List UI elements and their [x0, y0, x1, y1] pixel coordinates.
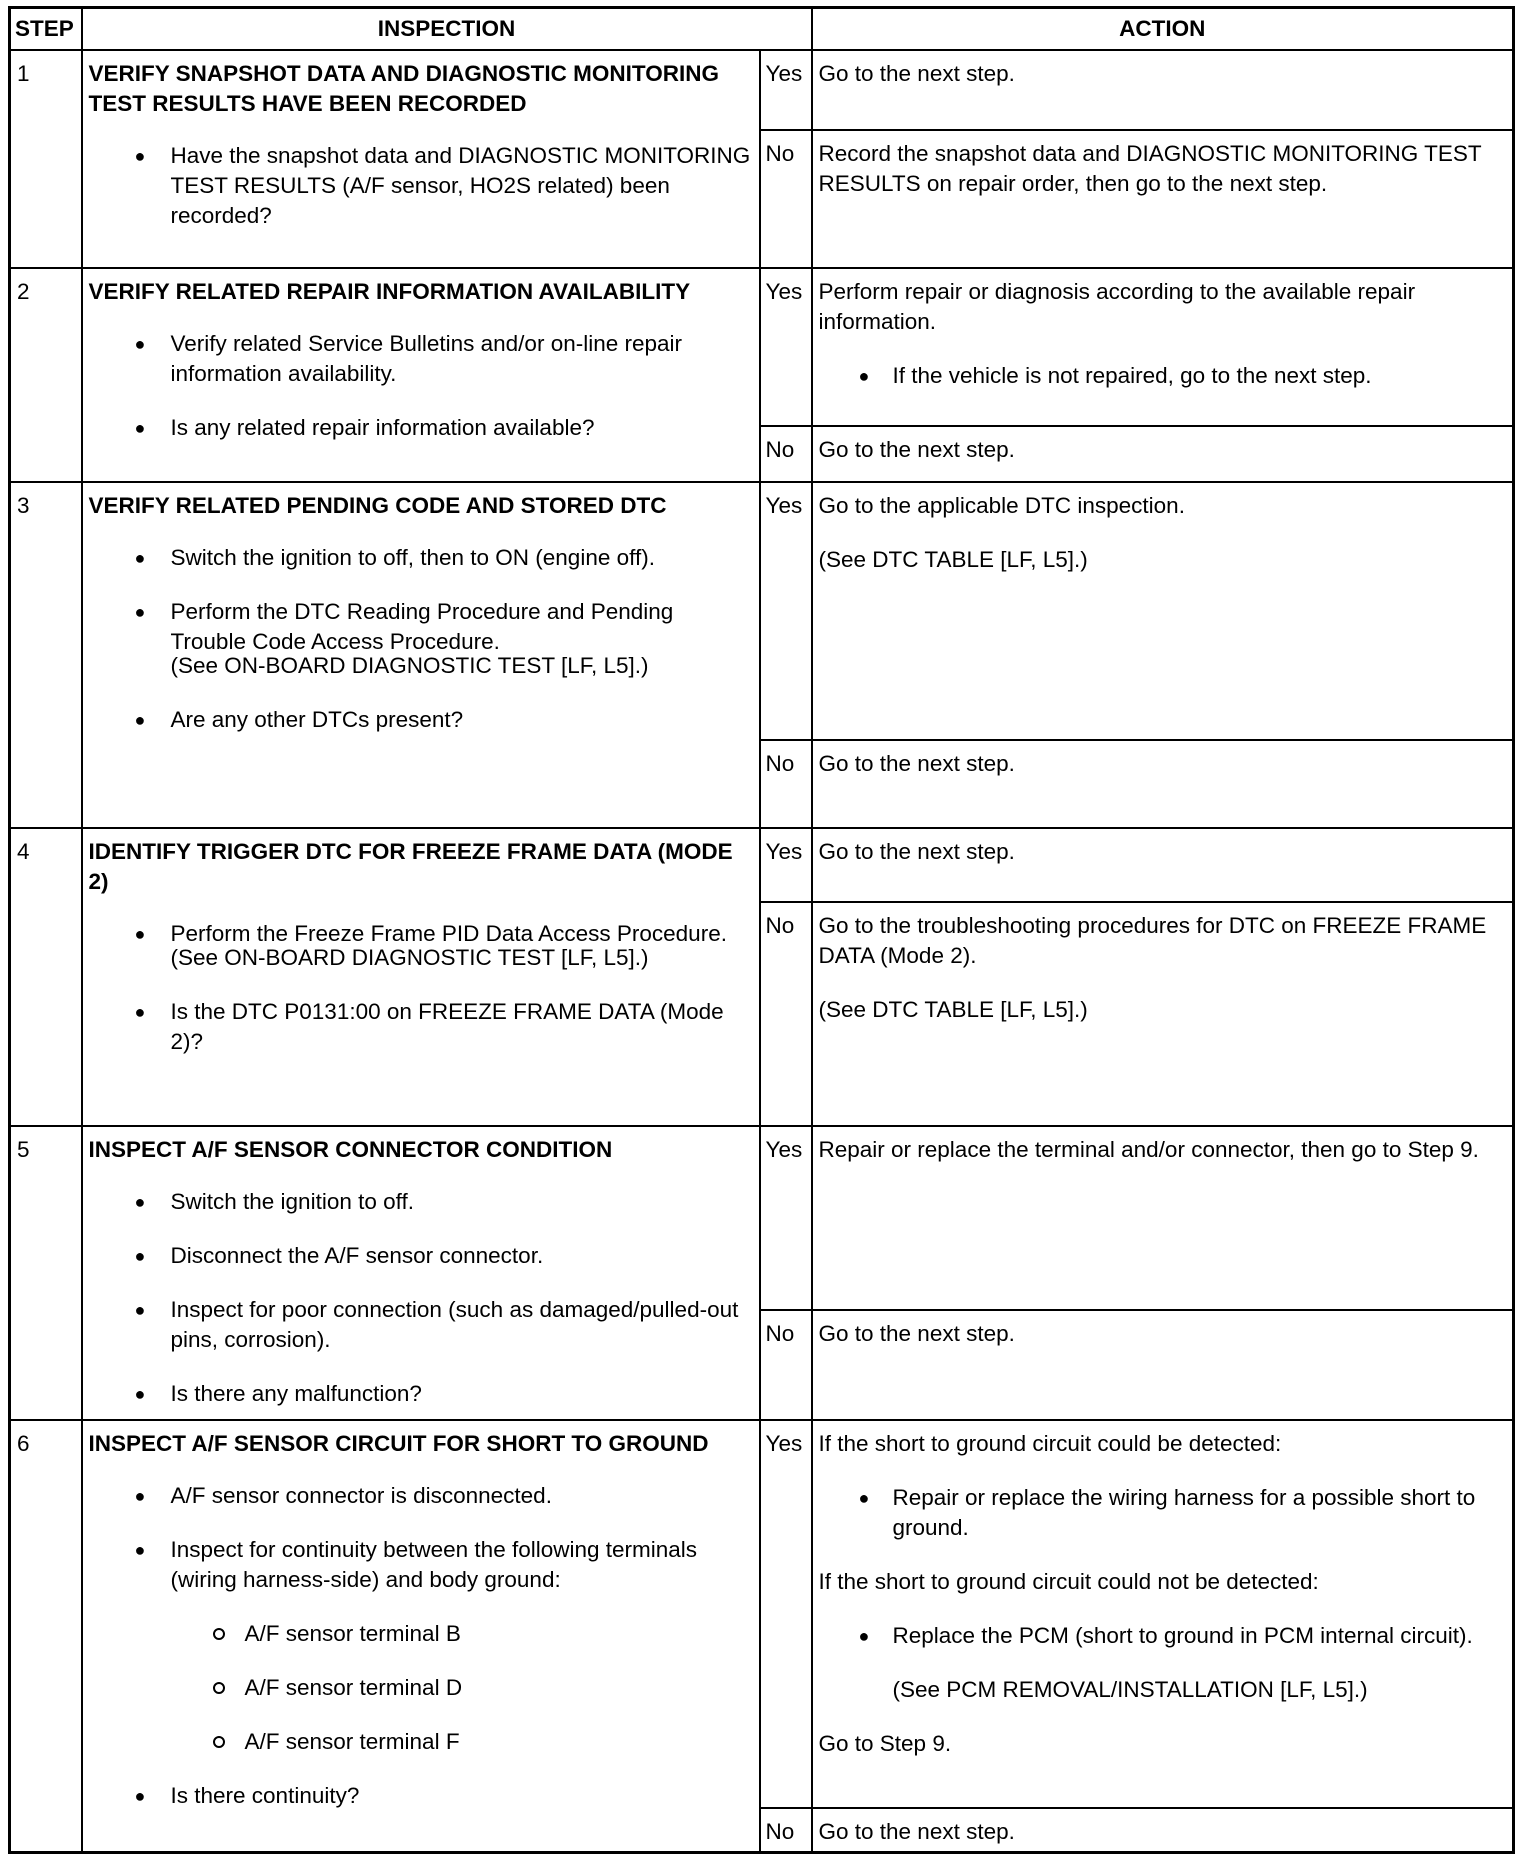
diagnostic-table: [8, 6, 1515, 1854]
reference-text: (See DTC TABLE [LF, L5].): [818, 997, 1088, 1022]
reference-text: (See ON-BOARD DIAGNOSTIC TEST [LF, L5].): [170, 945, 649, 970]
list-item: ● Is any related repair information available?: [89, 413, 753, 443]
sub-list-item: A/F sensor terminal D: [89, 1673, 753, 1703]
step-title: INSPECT A/F SENSOR CIRCUIT FOR SHORT TO GROUND: [88, 1431, 709, 1456]
inspection-cell: [82, 828, 760, 1126]
list-item: ● Replace the PCM (short to ground in PCM internal circuit).: [819, 1621, 1507, 1651]
yes-action: Go to the next step.: [812, 50, 1514, 130]
table-row: [10, 1126, 1514, 1310]
no-action: Go to the next step.: [812, 426, 1514, 482]
no-action: Go to the next step.: [812, 740, 1514, 828]
table-row: [10, 50, 1514, 130]
no-action: Go to the troubleshooting procedures for DTC on FREEZE FRAME DATA (Mode 2). (See DTC TABLE [LF, L5].): [812, 902, 1514, 1126]
step-title: INSPECT A/F SENSOR CONNECTOR CONDITION: [88, 1137, 613, 1162]
step-number: 1: [10, 50, 82, 268]
header-action: ACTION: [812, 8, 1514, 51]
table-row: [10, 828, 1514, 902]
inspection-cell: [82, 482, 760, 828]
list-item: ● Switch the ignition to off.: [89, 1187, 753, 1217]
list-item: ● Is there continuity?: [89, 1781, 753, 1811]
list-item: ● Inspect for continuity between the following terminals (wiring harness-side) and body ground:: [89, 1535, 753, 1595]
list-item: ● Disconnect the A/F sensor connector.: [89, 1241, 753, 1271]
step-title: VERIFY RELATED PENDING CODE AND STORED DTC: [88, 493, 667, 518]
list-item: ● Is there any malfunction?: [89, 1379, 753, 1409]
no-label: No: [760, 426, 812, 482]
reference-text: (See PCM REMOVAL/INSTALLATION [LF, L5].): [892, 1677, 1368, 1702]
yes-action: Go to the next step.: [812, 828, 1514, 902]
step-number: 4: [10, 828, 82, 1126]
step-number: 6: [10, 1420, 82, 1853]
sub-list-item: A/F sensor terminal B: [89, 1619, 753, 1649]
table-row: [10, 1420, 1514, 1808]
yes-label: Yes: [760, 50, 812, 130]
list-item: ● Have the snapshot data and DIAGNOSTIC MONITORING TEST RESULTS (A/F sensor, HO2S related) been recorded?: [89, 141, 753, 231]
no-label: No: [760, 130, 812, 268]
no-label: No: [760, 902, 812, 1126]
header-step: STEP: [10, 8, 82, 51]
step-number: 2: [10, 268, 82, 482]
no-action: Go to the next step.: [812, 1808, 1514, 1853]
no-action: Go to the next step.: [812, 1310, 1514, 1420]
list-item: ● Perform the Freeze Frame PID Data Access Procedure.: [89, 919, 753, 949]
yes-action: Go to the applicable DTC inspection. (See DTC TABLE [LF, L5].): [812, 482, 1514, 740]
yes-label: Yes: [760, 828, 812, 902]
yes-action: Repair or replace the terminal and/or connector, then go to Step 9.: [812, 1126, 1514, 1310]
reference-text: (See DTC TABLE [LF, L5].): [818, 547, 1088, 572]
list-item: ● If the vehicle is not repaired, go to the next step.: [819, 361, 1507, 391]
list-item: ● Are any other DTCs present?: [89, 705, 753, 735]
yes-label: Yes: [760, 1126, 812, 1310]
yes-label: Yes: [760, 268, 812, 426]
step-number: 5: [10, 1126, 82, 1420]
yes-action: Perform repair or diagnosis according to the available repair information. ● If the vehicle is not repaired, go to the next step.: [812, 268, 1514, 426]
list-item: ● Switch the ignition to off, then to ON (engine off).: [89, 543, 753, 573]
step-title: IDENTIFY TRIGGER DTC FOR FREEZE FRAME DATA (MODE 2): [88, 839, 733, 894]
step-number: 3: [10, 482, 82, 828]
yes-label: Yes: [760, 482, 812, 740]
list-item: ● Verify related Service Bulletins and/or on-line repair information availability.: [89, 329, 753, 389]
no-action: Record the snapshot data and DIAGNOSTIC MONITORING TEST RESULTS on repair order, then go to the next step.: [812, 130, 1514, 268]
inspection-cell: [82, 1420, 760, 1853]
yes-label: Yes: [760, 1420, 812, 1808]
sub-list-item: A/F sensor terminal F: [89, 1727, 753, 1757]
header-inspection: INSPECTION: [82, 8, 812, 51]
inspection-cell: [82, 268, 760, 482]
list-item: ● A/F sensor connector is disconnected.: [89, 1481, 753, 1511]
inspection-cell: [82, 1126, 760, 1420]
table-row: [10, 268, 1514, 426]
list-item: ● Is the DTC P0131:00 on FREEZE FRAME DATA (Mode 2)?: [89, 997, 753, 1057]
no-label: No: [760, 1808, 812, 1853]
yes-action: If the short to ground circuit could be detected: ● Repair or replace the wiring harness for a possible short to ground. If the short to ground circuit could not be detected: ● Replace the PCM (short to ground in PCM internal circuit). (See PCM REMOVAL/INSTALLATION [LF, L5].) Go to Step 9.: [812, 1420, 1514, 1808]
inspection-cell: [82, 50, 760, 268]
step-title: VERIFY RELATED REPAIR INFORMATION AVAILABILITY: [88, 279, 691, 304]
list-item: ● Repair or replace the wiring harness for a possible short to ground.: [819, 1483, 1507, 1543]
table-row: [10, 482, 1514, 740]
header-row: [10, 8, 1514, 51]
list-item: ● Inspect for poor connection (such as damaged/pulled-out pins, corrosion).: [89, 1295, 753, 1355]
step-title: VERIFY SNAPSHOT DATA AND DIAGNOSTIC MONITORING TEST RESULTS HAVE BEEN RECORDED: [88, 61, 719, 116]
list-item: ● Perform the DTC Reading Procedure and Pending Trouble Code Access Procedure.: [89, 597, 753, 657]
reference-text: (See ON-BOARD DIAGNOSTIC TEST [LF, L5].): [170, 653, 649, 678]
no-label: No: [760, 740, 812, 828]
no-label: No: [760, 1310, 812, 1420]
